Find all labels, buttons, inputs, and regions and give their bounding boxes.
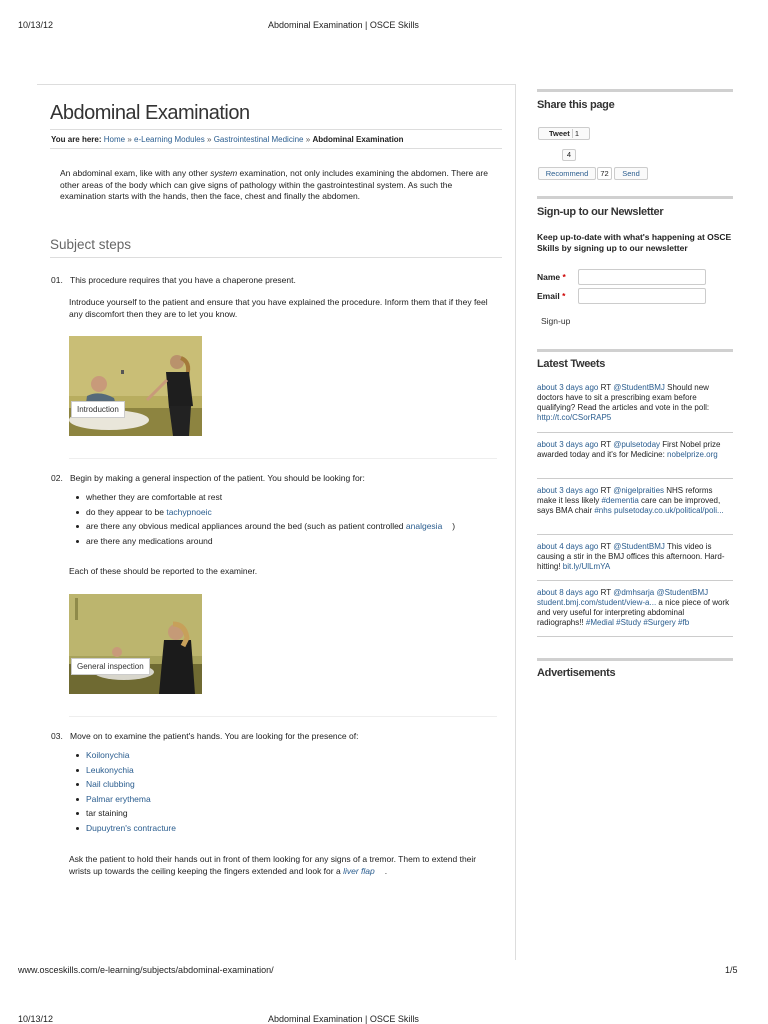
title-divider [50,129,502,130]
tweet-handle-link[interactable]: @pulsetoday [613,440,661,449]
print-date: 10/13/12 [18,20,54,30]
breadcrumb-home[interactable]: Home [103,135,126,144]
email-label-text: Email [537,291,560,301]
print-title: Abdominal Examination | OSCE Skills [268,20,419,30]
tweet-hashtag-link[interactable]: #Medial [585,618,614,627]
breadcrumb-divider [50,148,502,149]
breadcrumb-elearning[interactable]: e-Learning Modules [134,135,205,144]
tweet-item [537,440,733,460]
tweet-button[interactable] [538,127,590,140]
leukonychia-link[interactable]: Leukonychia [86,764,134,775]
tweet-text: a nice piece of work and very useful for interpreting abdominal radiographs!! [537,598,730,627]
step-divider [69,716,497,717]
name-label [537,272,566,282]
tweet-text: First Nobel prize awarded today and it's for Medicine: [537,440,721,459]
tweet-text: care can be improved, says BMA chair [537,496,721,515]
tweet-divider [537,534,733,535]
tweet-handle-link[interactable]: @dmhsarja [613,588,655,597]
print-url: www.osceskills.com/e-learning/subjects/abdominal-examination/ [18,965,274,975]
breadcrumb-separator: » [305,135,311,144]
tweet-url-link[interactable]: bit.ly/UlLmYA [562,562,611,571]
tweet-hashtag-link[interactable]: #Surgery [643,618,676,627]
list-item [70,534,455,549]
tweet-time-link[interactable]: about 8 days ago [537,588,599,597]
inspection-list [70,490,455,548]
tweet-time-link[interactable]: about 3 days ago [537,486,599,495]
tweet-url-link[interactable]: pulsetoday.co.uk/political/poli... [613,506,724,515]
breadcrumb-separator: » [127,135,132,144]
email-label [537,291,565,301]
breadcrumb-gi-medicine[interactable]: Gastrointestinal Medicine [213,135,304,144]
koilonychia-link[interactable]: Koilonychia [86,750,130,760]
required-mark: * [562,272,566,282]
tweet-item [537,486,733,516]
step-paragraph: Introduce yourself to the patient and ensure that you have explained the procedure. Inform them that if they feel any discomfort then they are to let you know. [69,297,488,319]
tweet-item [537,542,733,572]
nail-clubbing-link[interactable]: Nail clubbing [86,779,135,789]
list-item-text: whether they are comfortable at rest [86,492,223,502]
tweet-text: Should new doctors have to sit a prescribing exam before qualifying? Read the articles and vote in the poll: [537,383,710,412]
general-inspection-photo [69,594,202,694]
tweet-handle-link[interactable]: @nigelpraities [613,486,665,495]
list-item [70,505,455,520]
recommend-button[interactable]: Recommend [538,167,596,180]
tweet-divider [537,478,733,479]
sidebar-divider [537,658,733,661]
tweet-text: NHS reforms make it less likely [537,486,713,505]
page-title: Abdominal Examination [50,102,250,124]
step-text: Move on to examine the patient's hands. You are looking for the presence of: [70,731,359,741]
tweet-rt: RT [598,486,614,495]
tweet-rt: RT [598,588,614,597]
tweet-item [537,588,733,628]
tweet-hashtag-link[interactable]: #Study [616,618,642,627]
tweet-url-link[interactable]: http://t.co/CSorRAP5 [537,413,612,422]
tweet-hashtag-link[interactable]: #nhs [594,506,612,515]
paragraph-text: . [384,865,388,876]
list-item[interactable] [70,821,176,836]
print-date: 10/13/12 [18,1014,54,1024]
sidebar-divider [537,89,733,92]
breadcrumb-current: Abdominal Examination [312,135,404,144]
sidebar-divider [537,349,733,352]
step-paragraph [69,854,489,877]
list-item[interactable] [70,792,176,807]
intro-text-rest: examination, not only includes examining the abdomen. There are other areas of the body which can give signs of pathology within the gastrointestinal system. As such the examination starts with the hands, then the face, chest and finally the abdomen. [60,168,488,201]
hand-signs-list [70,748,176,835]
step-paragraph: Each of these should be reported to the examiner. [69,566,258,576]
share-heading: Share this page [537,99,615,111]
intro-text: An abdominal exam, like with any other [60,168,211,178]
tweet-hashtag-link[interactable]: #fb [678,618,690,627]
subject-steps-heading: Subject steps [50,237,132,252]
tachypnoeic-link[interactable]: tachypnoeic [166,506,212,517]
tweet-time-link[interactable]: about 3 days ago [537,440,599,449]
list-item-text: ) [452,521,456,531]
plusone-count[interactable]: 4 [562,149,576,161]
breadcrumb [51,135,404,144]
list-item [70,519,455,534]
required-mark: * [562,291,566,301]
tweet-handle-link[interactable]: @StudentBMJ [613,542,665,551]
list-item-text: are there any obvious medical appliances around the bed (such as patient controlled [86,521,406,531]
tweet-count: 1 [572,129,579,138]
tweets-heading: Latest Tweets [537,358,606,370]
step-text: Begin by making a general inspection of the patient. You should be looking for: [70,473,365,483]
photo-caption: General inspection [71,658,150,675]
recommend-count: 72 [597,167,612,180]
paragraph-text: Ask the patient to hold their hands out in front of them looking for any signs of a tremor. Them to extend their wrists up towards the ceiling keeping the fingers extended and look for a [69,854,477,876]
step-text: This procedure requires that you have a chaperone present. [70,275,296,285]
step-divider [69,458,497,459]
send-button[interactable]: Send [614,167,648,180]
list-item [70,806,176,821]
tweet-divider [537,580,733,581]
name-label-text: Name [537,272,561,282]
list-item[interactable] [70,777,176,792]
tweet-handle-link[interactable]: @StudentBMJ [613,383,665,392]
tweet-url-link[interactable]: student.bmj.com/student/view-a... [537,598,657,607]
tweet-divider [537,636,733,637]
liver-flap-link[interactable]: liver flap [343,865,375,876]
photo-caption: Introduction [71,401,125,418]
subject-steps-divider [50,257,502,258]
breadcrumb-prefix: You are here: [51,135,102,144]
tweet-rt: RT [598,383,614,392]
signup-button[interactable]: Sign-up [541,316,571,326]
tweet-item [537,383,733,423]
palmar-erythema-link[interactable]: Palmar erythema [86,793,151,804]
intro-paragraph [60,168,490,203]
analgesia-link[interactable]: analgesia [405,521,443,531]
breadcrumb-separator: » [207,135,212,144]
tweet-button-label: Tweet [549,129,570,138]
list-item-text: are there any medications around [86,535,213,546]
list-item[interactable] [70,748,176,763]
newsletter-text: Keep up-to-date with what's happening at OSCE Skills by signing up to our newsletter [537,232,732,253]
tweet-url-link[interactable]: nobelprize.org [667,450,718,459]
tweet-time-link[interactable]: about 3 days ago [537,383,599,392]
tweet-time-link[interactable]: about 4 days ago [537,542,599,551]
tweet-text: This video is causing a stir in the BMJ offices this afternoon. Hard-hitting! [537,542,725,571]
advertisements-heading: Advertisements [537,667,616,679]
email-input[interactable] [578,288,706,304]
print-title: Abdominal Examination | OSCE Skills [268,1014,419,1024]
list-item-text: tar staining [86,808,128,818]
list-item-text: do they appear to be [86,506,167,517]
intro-emphasis: system [210,168,238,178]
step-number: 01. [51,275,63,285]
print-page-number: 1/5 [725,965,738,975]
step-number: 03. [51,731,63,741]
sidebar-divider [537,196,733,199]
name-input[interactable] [578,269,706,285]
list-item [70,490,455,505]
tweet-divider [537,432,733,433]
step-number: 02. [51,473,63,483]
tweet-hashtag-link[interactable]: #dementia [601,496,639,505]
introduction-photo [69,336,202,436]
list-item[interactable] [70,763,176,778]
dupuytrens-link[interactable]: Dupuytren's contracture [86,822,176,833]
tweet-rt: RT [598,440,614,449]
tweet-handle-link[interactable]: @StudentBMJ [656,588,709,597]
tweet-rt: RT [598,542,614,551]
newsletter-heading: Sign-up to our Newsletter [537,206,664,218]
